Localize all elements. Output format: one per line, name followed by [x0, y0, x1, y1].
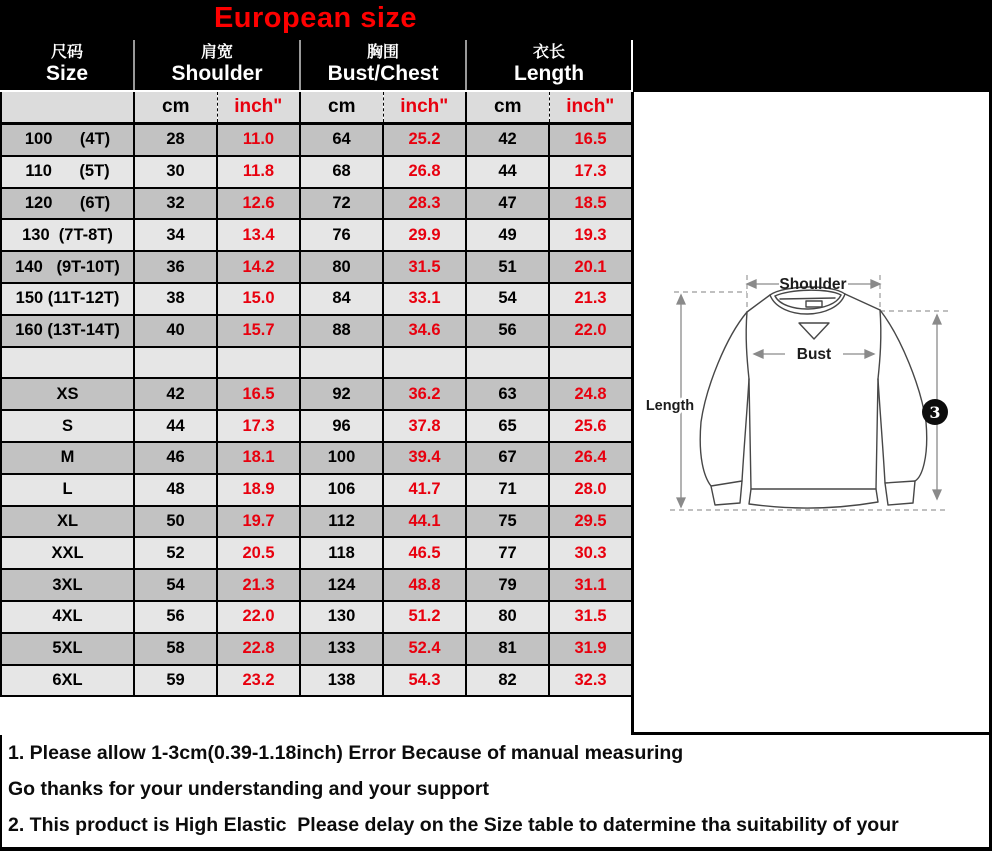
cm-value-cell: 54 — [134, 569, 217, 601]
cm-value-cell: 79 — [466, 569, 549, 601]
cm-value-cell — [466, 347, 549, 379]
cm-value-cell: 67 — [466, 442, 549, 474]
inch-value-cell: 48.8 — [383, 569, 466, 601]
header-size — [1, 40, 134, 91]
table-row — [1, 537, 632, 569]
cm-value-cell: 84 — [300, 283, 383, 315]
table-row — [1, 410, 632, 442]
cm-value-cell: 52 — [134, 537, 217, 569]
cm-value-cell: 30 — [134, 156, 217, 188]
cm-value-cell: 130 — [300, 601, 383, 633]
cm-value-cell: 71 — [466, 474, 549, 506]
header-shoulder-en: Shoulder — [171, 62, 263, 86]
cm-value-cell: 81 — [466, 633, 549, 665]
inch-value-cell: 31.5 — [549, 601, 632, 633]
cm-value-cell: 138 — [300, 665, 383, 697]
inch-value-cell — [217, 347, 300, 379]
inch-value-cell: 19.7 — [217, 506, 300, 538]
cm-value-cell: 76 — [300, 219, 383, 251]
table-row — [1, 665, 632, 697]
table-row — [1, 474, 632, 506]
inch-value-cell: 20.1 — [549, 251, 632, 283]
note-line-3: 2. This product is High Elastic Please delay on the Size table to datermine tha suitability of your — [8, 814, 899, 836]
cm-value-cell: 124 — [300, 569, 383, 601]
unit-cm-label: cm — [134, 91, 217, 124]
cm-value-cell: 42 — [134, 378, 217, 410]
cm-value-cell: 112 — [300, 506, 383, 538]
table-row — [1, 569, 632, 601]
inch-value-cell: 20.5 — [217, 537, 300, 569]
inch-value-cell: 18.5 — [549, 188, 632, 220]
table-row — [1, 378, 632, 410]
header-shoulder — [134, 40, 300, 91]
header-shoulder-zh: 肩宽 — [201, 43, 234, 61]
inch-value-cell — [549, 347, 632, 379]
cm-value-cell: 50 — [134, 506, 217, 538]
cm-value-cell: 82 — [466, 665, 549, 697]
inch-value-cell: 11.0 — [217, 124, 300, 156]
inch-value-cell: 12.6 — [217, 188, 300, 220]
inch-value-cell: 29.9 — [383, 219, 466, 251]
sweatshirt-outline-icon — [700, 287, 927, 508]
inch-value-cell: 30.3 — [549, 537, 632, 569]
cm-value-cell: 46 — [134, 442, 217, 474]
inch-value-cell: 39.4 — [383, 442, 466, 474]
cm-value-cell: 51 — [466, 251, 549, 283]
inch-value-cell: 24.8 — [549, 378, 632, 410]
shoulder-label: Shoulder — [779, 276, 847, 293]
table-row — [1, 188, 632, 220]
cm-value-cell: 80 — [466, 601, 549, 633]
cm-value-cell: 44 — [466, 156, 549, 188]
measurement-diagram-panel — [631, 92, 992, 735]
cm-value-cell: 47 — [466, 188, 549, 220]
badge-number: 3 — [929, 403, 941, 422]
inch-value-cell: 15.0 — [217, 283, 300, 315]
inch-value-cell: 29.5 — [549, 506, 632, 538]
inch-value-cell: 26.4 — [549, 442, 632, 474]
cm-value-cell: 38 — [134, 283, 217, 315]
size-cell: 110 (5T) — [1, 156, 134, 188]
inch-value-cell: 41.7 — [383, 474, 466, 506]
table-row — [1, 442, 632, 474]
inch-value-cell: 32.3 — [549, 665, 632, 697]
header-size-zh: 尺码 — [50, 43, 83, 61]
unit-inch-label: inch" — [549, 91, 632, 124]
bust-label: Bust — [796, 346, 832, 363]
inch-value-cell: 19.3 — [549, 219, 632, 251]
unit-inch-label: inch" — [383, 91, 466, 124]
size-cell: 160 (13T-14T) — [1, 315, 134, 347]
table-row — [1, 283, 632, 315]
cm-value-cell — [134, 347, 217, 379]
unit-cm-label: cm — [300, 91, 383, 124]
note-line-2: Go thanks for your understanding and your support — [8, 778, 490, 800]
size-cell: 120 (6T) — [1, 188, 134, 220]
inch-value-cell: 22.0 — [217, 601, 300, 633]
inch-value-cell: 11.8 — [217, 156, 300, 188]
inch-value-cell: 21.3 — [217, 569, 300, 601]
cm-value-cell: 65 — [466, 410, 549, 442]
header-length — [466, 40, 632, 91]
inch-value-cell: 22.8 — [217, 633, 300, 665]
cm-value-cell: 42 — [466, 124, 549, 156]
inch-value-cell: 15.7 — [217, 315, 300, 347]
cm-value-cell: 77 — [466, 537, 549, 569]
header-bust-en: Bust/Chest — [327, 62, 439, 86]
header-size-en: Size — [45, 62, 89, 86]
cm-value-cell: 36 — [134, 251, 217, 283]
cm-value-cell: 56 — [134, 601, 217, 633]
header-length-en: Length — [514, 62, 585, 86]
header-bust — [300, 40, 466, 91]
length-label: Length — [645, 398, 695, 414]
header-bust-zh: 胸围 — [367, 43, 400, 61]
inch-value-cell: 44.1 — [383, 506, 466, 538]
inch-value-cell — [383, 347, 466, 379]
inch-value-cell: 18.1 — [217, 442, 300, 474]
table-row — [1, 633, 632, 665]
cm-value-cell: 68 — [300, 156, 383, 188]
inch-value-cell: 13.4 — [217, 219, 300, 251]
size-cell: XS — [1, 378, 134, 410]
cm-value-cell: 28 — [134, 124, 217, 156]
sweatshirt-diagram — [634, 92, 989, 729]
inch-value-cell: 36.2 — [383, 378, 466, 410]
cm-value-cell: 133 — [300, 633, 383, 665]
cm-value-cell: 59 — [134, 665, 217, 697]
inch-value-cell: 52.4 — [383, 633, 466, 665]
cm-value-cell: 40 — [134, 315, 217, 347]
size-cell: XL — [1, 506, 134, 538]
cm-value-cell: 96 — [300, 410, 383, 442]
cm-value-cell: 56 — [466, 315, 549, 347]
inch-value-cell: 16.5 — [217, 378, 300, 410]
table-row — [1, 506, 632, 538]
cm-value-cell: 75 — [466, 506, 549, 538]
table-row — [1, 124, 632, 156]
cm-value-cell: 49 — [466, 219, 549, 251]
inch-value-cell: 22.0 — [549, 315, 632, 347]
inch-value-cell: 46.5 — [383, 537, 466, 569]
dashed-guides — [670, 275, 948, 510]
inch-value-cell: 33.1 — [383, 283, 466, 315]
table-row — [1, 347, 632, 379]
note-line-1: 1. Please allow 1-3cm(0.39-1.18inch) Error Because of manual measuring — [8, 742, 684, 764]
inch-value-cell: 16.5 — [549, 124, 632, 156]
table-row — [1, 601, 632, 633]
cm-value-cell: 32 — [134, 188, 217, 220]
inch-value-cell: 34.6 — [383, 315, 466, 347]
inch-value-cell: 54.3 — [383, 665, 466, 697]
cm-value-cell: 48 — [134, 474, 217, 506]
inch-value-cell: 51.2 — [383, 601, 466, 633]
inch-value-cell: 14.2 — [217, 251, 300, 283]
unit-blank-cell — [1, 91, 134, 124]
inch-value-cell: 25.6 — [549, 410, 632, 442]
table-row — [1, 251, 632, 283]
cm-value-cell: 72 — [300, 188, 383, 220]
unit-inch-label: inch" — [217, 91, 300, 124]
size-cell: S — [1, 410, 134, 442]
inch-value-cell: 17.3 — [217, 410, 300, 442]
inch-value-cell: 26.8 — [383, 156, 466, 188]
size-cell: XXL — [1, 537, 134, 569]
size-cell: 3XL — [1, 569, 134, 601]
cm-value-cell: 106 — [300, 474, 383, 506]
cm-value-cell: 100 — [300, 442, 383, 474]
cm-value-cell: 88 — [300, 315, 383, 347]
inch-value-cell: 17.3 — [549, 156, 632, 188]
inch-value-cell: 18.9 — [217, 474, 300, 506]
bottom-border-bar — [0, 847, 992, 851]
inch-value-cell: 25.2 — [383, 124, 466, 156]
inch-value-cell: 37.8 — [383, 410, 466, 442]
page-title: European size — [213, 2, 418, 34]
table-header-row — [1, 40, 632, 91]
cm-value-cell: 34 — [134, 219, 217, 251]
table-row — [1, 315, 632, 347]
cm-value-cell: 58 — [134, 633, 217, 665]
cm-value-cell: 54 — [466, 283, 549, 315]
size-cell: 100 (4T) — [1, 124, 134, 156]
size-cell: L — [1, 474, 134, 506]
inch-value-cell: 31.9 — [549, 633, 632, 665]
inch-value-cell: 31.5 — [383, 251, 466, 283]
size-cell: 4XL — [1, 601, 134, 633]
table-row — [1, 156, 632, 188]
size-cell: 130 (7T-8T) — [1, 219, 134, 251]
size-cell: M — [1, 442, 134, 474]
cm-value-cell — [300, 347, 383, 379]
unit-header-row — [1, 91, 632, 124]
inch-value-cell: 21.3 — [549, 283, 632, 315]
cm-value-cell: 63 — [466, 378, 549, 410]
inch-value-cell: 23.2 — [217, 665, 300, 697]
size-cell: 5XL — [1, 633, 134, 665]
size-cell: 6XL — [1, 665, 134, 697]
cm-value-cell: 64 — [300, 124, 383, 156]
inch-value-cell: 31.1 — [549, 569, 632, 601]
unit-cm-label: cm — [466, 91, 549, 124]
cm-value-cell: 80 — [300, 251, 383, 283]
cm-value-cell: 44 — [134, 410, 217, 442]
size-cell: 140 (9T-10T) — [1, 251, 134, 283]
inch-value-cell: 28.3 — [383, 188, 466, 220]
cm-value-cell: 118 — [300, 537, 383, 569]
table-row — [1, 219, 632, 251]
notes-section — [0, 735, 992, 851]
size-table — [0, 40, 633, 697]
inch-value-cell: 28.0 — [549, 474, 632, 506]
size-cell — [1, 347, 134, 379]
cm-value-cell: 92 — [300, 378, 383, 410]
size-cell: 150 (11T-12T) — [1, 283, 134, 315]
header-length-zh: 衣长 — [533, 43, 566, 61]
